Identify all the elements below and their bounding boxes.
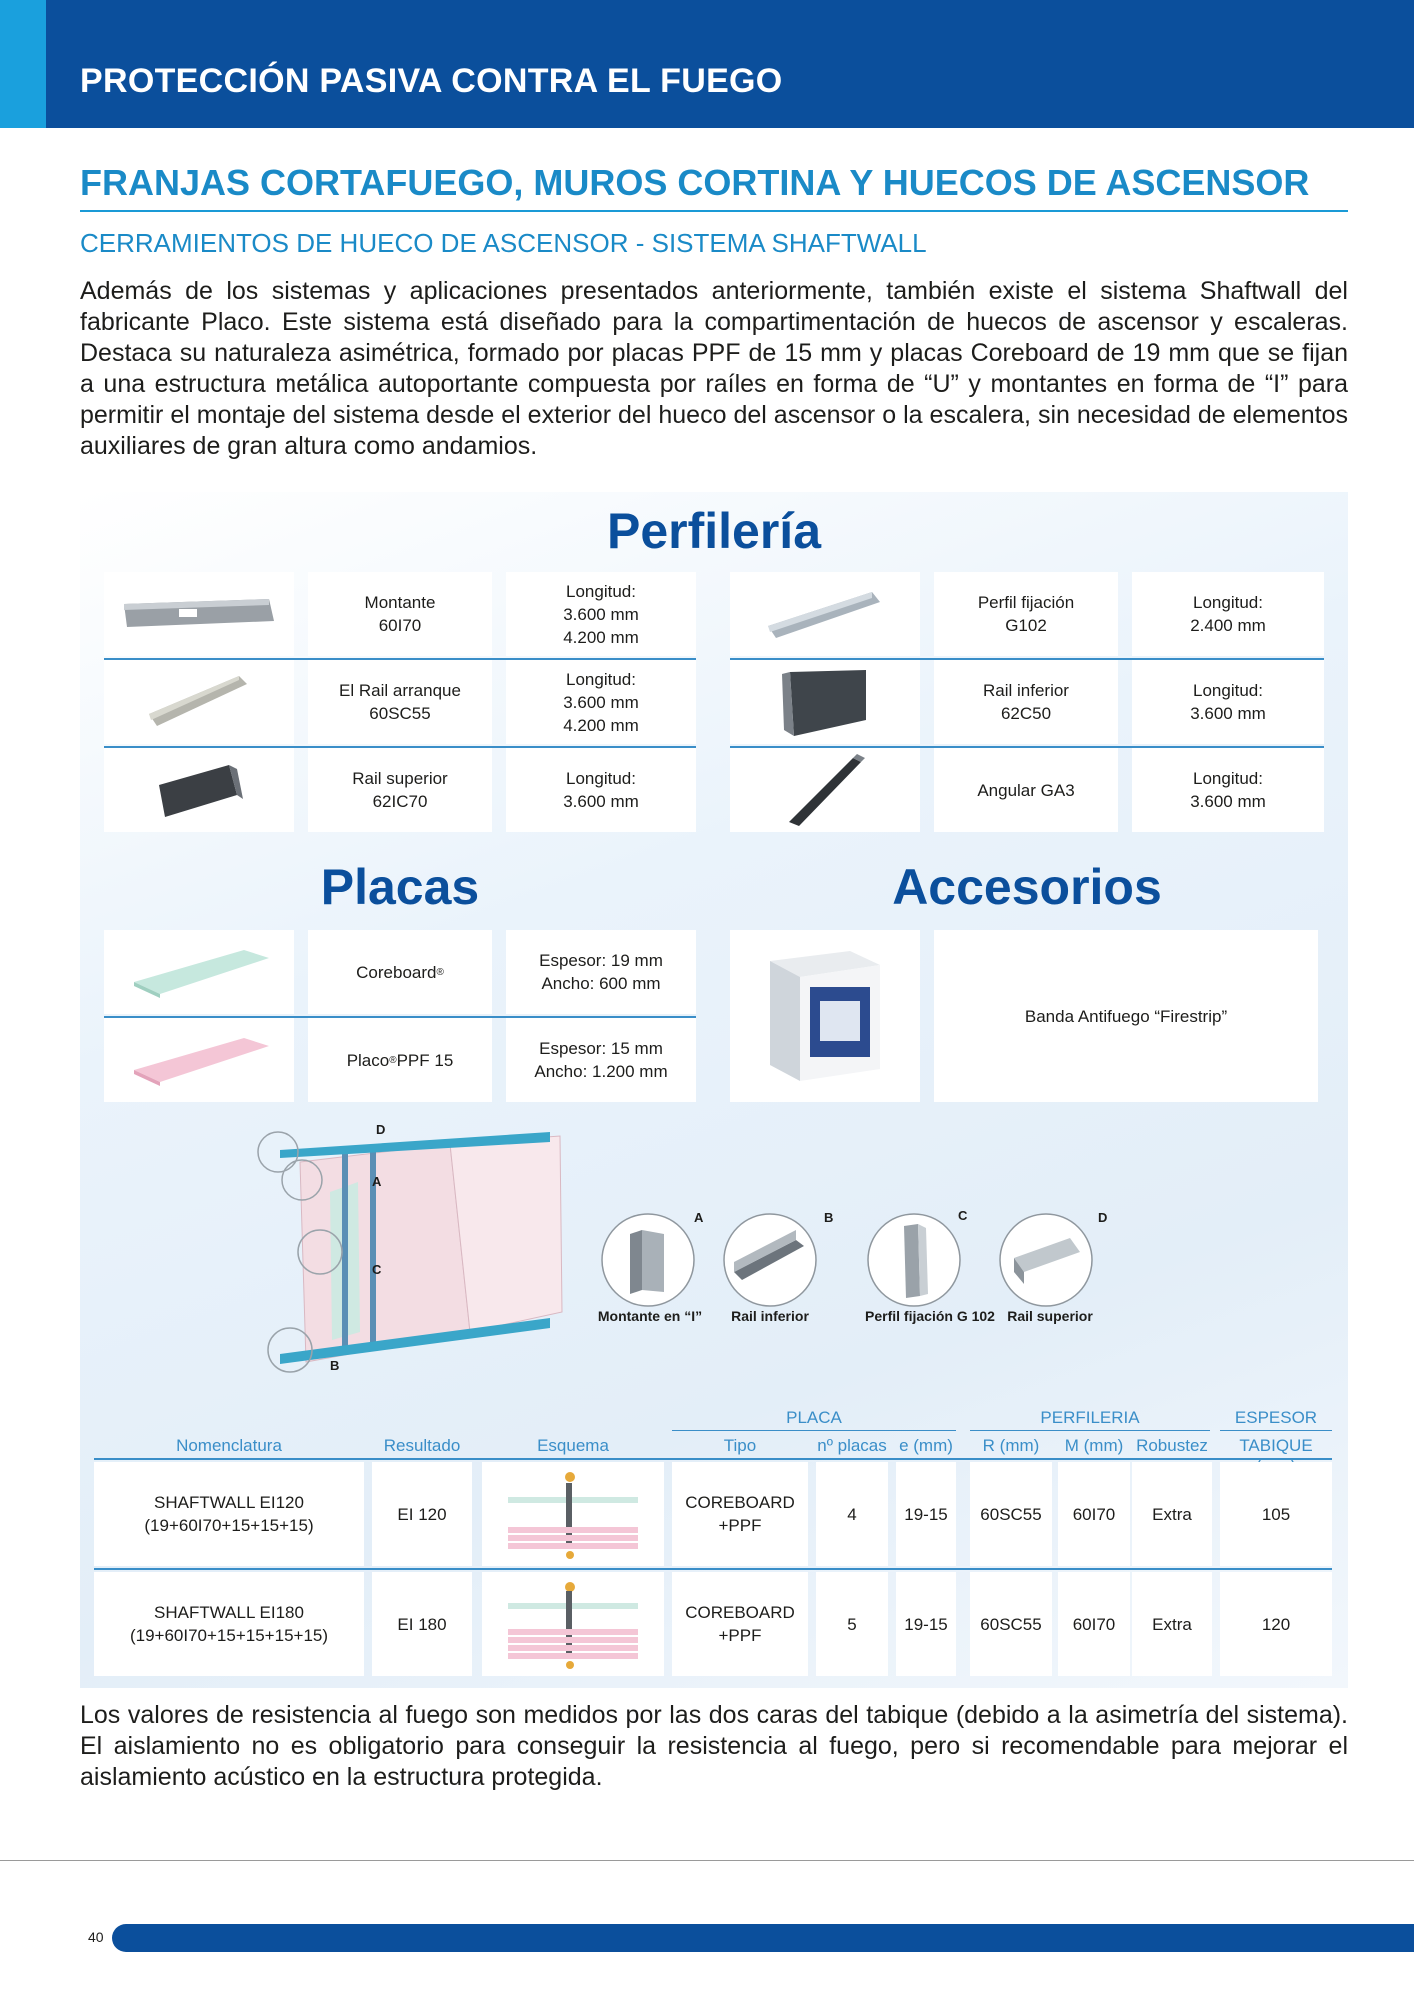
diagram-letter-a: A	[372, 1174, 382, 1189]
rail-inferior-name: Rail inferior 62C50	[934, 660, 1118, 744]
rail-arranque-name: El Rail arranque 60SC55	[308, 660, 492, 744]
coreboard-name-text: Coreboard	[356, 962, 437, 982]
section-subheading: CERRAMIENTOS DE HUECO DE ASCENSOR - SISTEMA SHAFTWALL	[80, 228, 927, 258]
perfil-fijacion-detail-icon	[864, 1210, 964, 1310]
ppf-image	[104, 1018, 294, 1102]
firestrip-box-image	[730, 930, 920, 1102]
ppf-name-text: Placo	[346, 1050, 390, 1070]
row1-placas: 4	[816, 1462, 888, 1566]
col-resultado: Resultado	[383, 1436, 461, 1455]
intro-paragraph: Además de los sistemas y aplicaciones presentados anteriormente, también existe el sistema Shaftwall del fabricante Placo. Este sistema está diseñado para la compartimentación de huecos de ascensor y escaleras. Destaca su naturaleza asimétrica, formado por placas PPF de 15 mm y placas Coreboard de 19 mm que se fijan a una estructura metálica autoportante compuesta por raíles en forma de “U” y montantes en forma de “I” para permitir el montaje del sistema desde el exterior del hueco del ascensor o la escalera, sin necesidad de elementos auxiliares de gran altura como andamios.	[80, 277, 1348, 460]
angular-name: Angular GA3	[934, 748, 1118, 832]
row1-tabique: 105	[1220, 1462, 1332, 1566]
row1-e: 19-15	[896, 1462, 956, 1566]
row1-m: 60I70	[1058, 1462, 1130, 1566]
coreboard-spec: Espesor: 19 mm Ancho: 600 mm	[506, 930, 696, 1014]
angular-spec: Longitud: 3.600 mm	[1132, 748, 1324, 832]
footer-divider	[0, 1860, 1414, 1861]
diagram-letter-c: C	[372, 1262, 382, 1277]
piece-label-montante: Montante en “I”	[597, 1308, 703, 1324]
row2-scheme-drawing	[498, 1579, 648, 1669]
row2-esquema	[482, 1572, 664, 1676]
montante-name: Montante 60I70	[308, 572, 492, 656]
table-group-espesor: ESPESOR	[1234, 1408, 1318, 1427]
row1-esquema	[482, 1462, 664, 1566]
table-group-rule	[970, 1430, 1210, 1431]
row2-m: 60I70	[1058, 1572, 1130, 1676]
row1-nomenclatura: SHAFTWALL EI120 (19+60I70+15+15+15)	[94, 1462, 364, 1566]
footer-paragraph: Los valores de resistencia al fuego son medidos por las dos caras del tabique (debido a la asimetría del sistema). El aislamiento no es obligatorio para conseguir la resistencia al fuego, pero si recomendable para mejorar el aislamiento acústico en la estructura protegida.	[80, 1701, 1348, 1791]
perfil-fijacion-name: Perfil fijación G102	[934, 572, 1118, 656]
table-group-placa: PLACA	[786, 1408, 842, 1427]
rail-arranque-image	[104, 660, 294, 744]
rail-superior-detail-icon	[996, 1210, 1096, 1310]
rail-superior-image	[104, 748, 294, 832]
row1-tipo: COREBOARD +PPF	[672, 1462, 808, 1566]
piece-letter-d: D	[1098, 1210, 1108, 1225]
ppf-spec: Espesor: 15 mm Ancho: 1.200 mm	[506, 1018, 696, 1102]
table-group-rule	[1220, 1430, 1332, 1431]
row2-r: 60SC55	[970, 1572, 1052, 1676]
row2-nomenclatura: SHAFTWALL EI180 (19+60I70+15+15+15+15)	[94, 1572, 364, 1676]
row1-resultado: EI 120	[372, 1462, 472, 1566]
piece-label-rail-inferior: Rail inferior	[731, 1308, 809, 1324]
row2-e: 19-15	[896, 1572, 956, 1676]
table-row-rule	[94, 1568, 1332, 1570]
footer-band	[112, 1924, 1414, 1952]
rail-inferior-image	[730, 660, 920, 744]
header-accent-bar	[0, 0, 46, 128]
section-heading: FRANJAS CORTAFUEGO, MUROS CORTINA Y HUECOS DE ASCENSOR	[80, 162, 1348, 212]
ppf-name	[308, 1018, 492, 1102]
col-robustez: Robustez	[1136, 1436, 1208, 1455]
rail-inferior-spec: Longitud: 3.600 mm	[1132, 660, 1324, 744]
diagram-letter-b: B	[330, 1358, 340, 1373]
diagram-letter-d: D	[376, 1122, 386, 1137]
row2-tipo: COREBOARD +PPF	[672, 1572, 808, 1676]
header-title: PROTECCIÓN PASIVA CONTRA EL FUEGO	[80, 62, 783, 100]
accesorios-title: Accesorios	[892, 859, 1162, 915]
piece-letter-c: C	[958, 1208, 968, 1223]
row1-scheme-drawing	[498, 1469, 648, 1559]
table-header-rule	[94, 1458, 1332, 1460]
col-e: e (mm)	[899, 1436, 953, 1455]
col-r: R (mm)	[982, 1436, 1040, 1455]
row2-robustez: Extra	[1132, 1572, 1212, 1676]
col-esquema: Esquema	[537, 1436, 609, 1455]
col-tipo: Tipo	[723, 1436, 757, 1455]
rail-inferior-detail-icon	[720, 1210, 820, 1310]
firestrip-name: Banda Antifuego “Firestrip”	[934, 930, 1318, 1102]
content-panel	[80, 492, 1348, 1688]
page-number: 40	[88, 1929, 104, 1945]
table-group-rule	[672, 1430, 956, 1431]
col-tabique: TABIQUE	[1239, 1436, 1313, 1455]
registered-mark: ®	[436, 966, 444, 978]
col-m: M (mm)	[1064, 1436, 1124, 1455]
piece-label-rail-superior: Rail superior	[1007, 1308, 1093, 1324]
col-placas: nº placas	[817, 1436, 887, 1455]
coreboard-image	[104, 930, 294, 1014]
montante-detail-icon	[598, 1210, 698, 1310]
piece-letter-b: B	[824, 1210, 834, 1225]
col-nomenclatura: Nomenclatura	[176, 1436, 282, 1455]
rail-superior-spec: Longitud: 3.600 mm	[506, 748, 696, 832]
angular-image	[730, 748, 920, 832]
placas-title: Placas	[320, 859, 480, 915]
coreboard-name	[308, 930, 492, 1014]
page-header	[0, 0, 1414, 128]
shaftwall-assembly-diagram	[250, 1122, 590, 1382]
montante-image	[104, 572, 294, 656]
registered-mark: ®	[389, 1054, 397, 1066]
ppf-name-suffix: PPF 15	[396, 1050, 454, 1070]
rail-superior-name: Rail superior 62IC70	[308, 748, 492, 832]
row2-tabique: 120	[1220, 1572, 1332, 1676]
rail-arranque-spec: Longitud: 3.600 mm 4.200 mm	[506, 660, 696, 744]
row2-placas: 5	[816, 1572, 888, 1676]
perfil-fijacion-image	[730, 572, 920, 656]
table-group-perfileria: PERFILERIA	[1040, 1408, 1140, 1427]
piece-label-perfil-fijacion: Perfil fijación G 102	[865, 1308, 995, 1324]
row2-resultado: EI 180	[372, 1572, 472, 1676]
perfil-fijacion-spec: Longitud: 2.400 mm	[1132, 572, 1324, 656]
montante-spec: Longitud: 3.600 mm 4.200 mm	[506, 572, 696, 656]
piece-letter-a: A	[694, 1210, 704, 1225]
row1-r: 60SC55	[970, 1462, 1052, 1566]
row1-robustez: Extra	[1132, 1462, 1212, 1566]
perfileria-title: Perfilería	[606, 503, 821, 559]
